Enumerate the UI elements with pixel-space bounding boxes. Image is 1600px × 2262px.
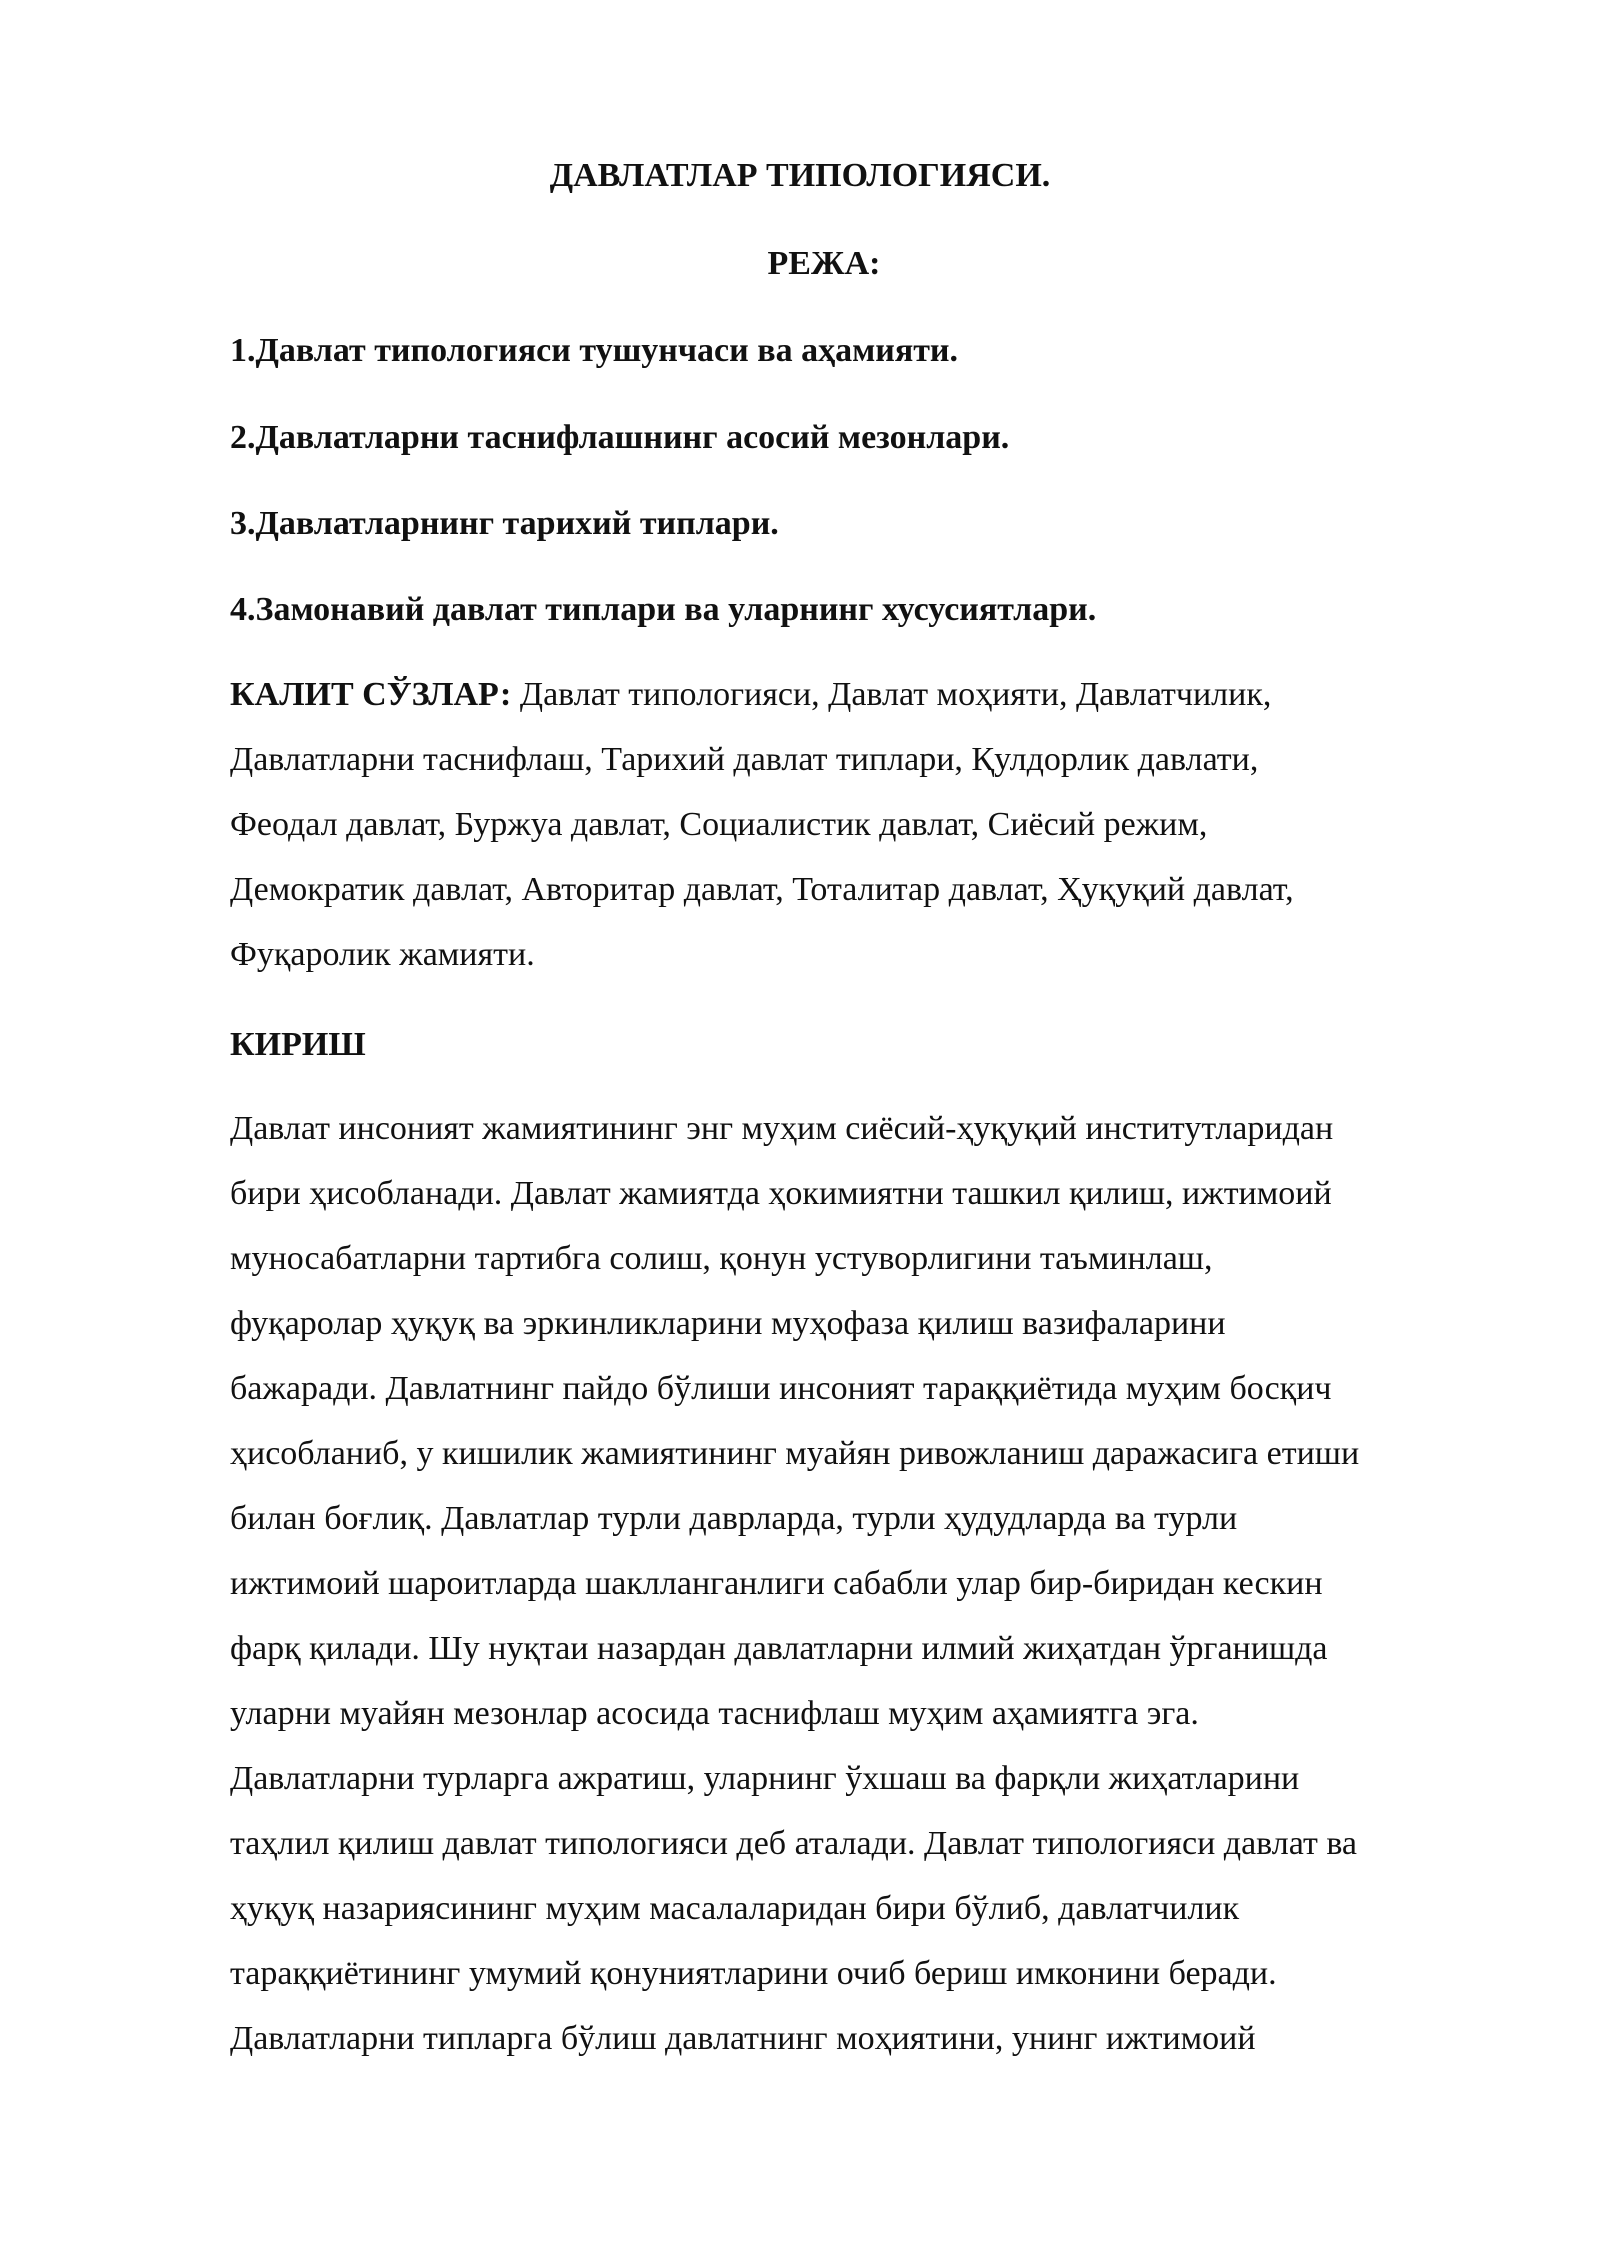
keywords-text: Давлат типологияси, Давлат моҳияти, Давлатчилик, [511,676,1272,713]
intro-line: муносабатларни тартибга солиш, қонун устуворлигини таъминлаш, [230,1240,1213,1277]
intro-line: ҳуқуқ назариясининг муҳим масалаларидан бири бўлиб, давлатчилик [230,1890,1240,1927]
keywords-line [230,662,1530,727]
intro-line: ижтимоий шароитларда шаклланганлиги сабабли улар бир-биридан кескин [230,1565,1323,1602]
document-title: ДАВЛАТЛАР ТИПОЛОГИЯСИ. [549,157,1051,194]
keywords-line: Фуқаролик жамияти. [230,936,535,973]
intro-line: бири ҳисобланади. Давлат жамиятда ҳокимиятни ташкил қилиш, ижтимоий [230,1175,1332,1212]
plan-item-4: 4.Замонавий давлат типлари ва уларнинг хусусиятлари. [230,591,1097,628]
intro-line: Давлатларни типларга бўлиш давлатнинг моҳиятини, унинг ижтимоий [230,2020,1256,2057]
plan-item-2: 2.Давлатларни таснифлашнинг асосий мезонлари. [230,419,1010,456]
plan-item-3: 3.Давлатларнинг тарихий типлари. [230,505,779,542]
intro-line: ҳисобланиб, у кишилик жамиятининг муайян ривожланиш даражасига етиши [230,1435,1360,1472]
intro-heading: КИРИШ [230,1026,366,1063]
keywords-paragraph [230,662,1530,987]
intro-line: уларни муайян мезонлар асосида таснифлаш муҳим аҳамиятга эга. [230,1695,1199,1732]
intro-line: билан боғлиқ. Давлатлар турли даврларда, турли ҳудудларда ва турли [230,1500,1238,1537]
keywords-label: КАЛИТ СЎЗЛАР: [230,676,512,713]
intro-line: таҳлил қилиш давлат типологияси деб аталади. Давлат типологияси давлат ва [230,1825,1358,1862]
intro-paragraph [230,1096,1530,2071]
keywords-line: Демократик давлат, Авторитар давлат, Тоталитар давлат, Ҳуқуқий давлат, [230,871,1294,908]
intro-line: Давлат инсоният жамиятининг энг муҳим сиёсий-ҳуқуқий институтларидан [230,1110,1334,1147]
plan-item-1: 1.Давлат типологияси тушунчаси ва аҳамияти. [230,332,959,369]
intro-line: фуқаролар ҳуқуқ ва эркинликларини муҳофаза қилиш вазифаларини [230,1305,1226,1342]
intro-line: бажаради. Давлатнинг пайдо бўлиши инсоният тараққиётида муҳим босқич [230,1370,1332,1407]
intro-line: фарқ қилади. Шу нуқтаи назардан давлатларни илмий жиҳатдан ўрганишда [230,1630,1328,1667]
plan-heading: РЕЖА: [767,245,881,282]
keywords-line: Давлатларни таснифлаш, Тарихий давлат типлари, Қулдорлик давлати, [230,741,1259,778]
keywords-line: Феодал давлат, Буржуа давлат, Социалистик давлат, Сиёсий режим, [230,806,1208,843]
intro-line: Давлатларни турларга ажратиш, уларнинг ўхшаш ва фарқли жиҳатларини [230,1760,1300,1797]
intro-line: тараққиётининг умумий қонуниятларини очиб бериш имконини беради. [230,1955,1277,1992]
